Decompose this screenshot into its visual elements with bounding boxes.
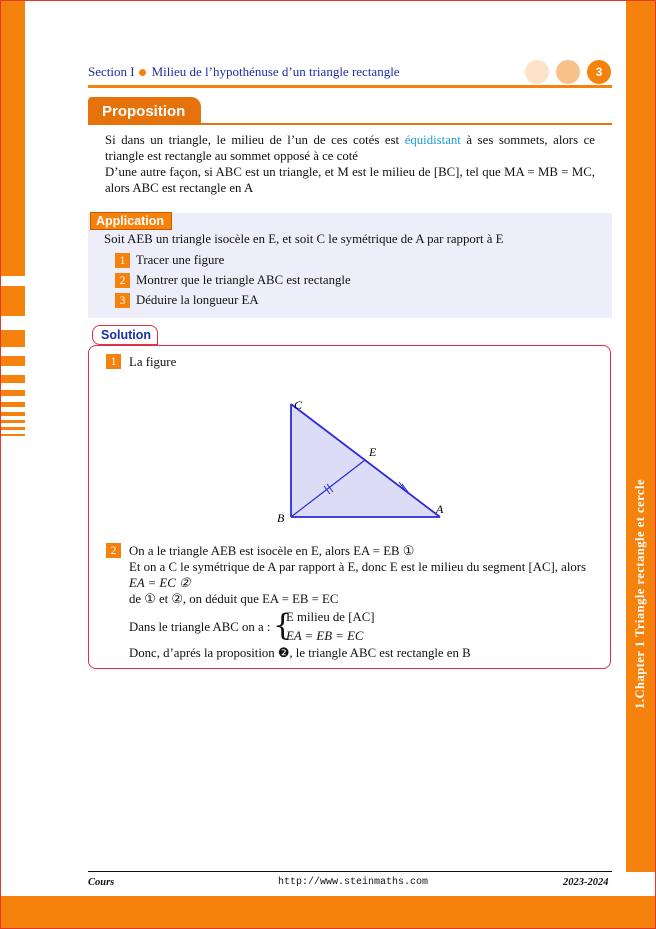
solution-label: Solution [101,328,151,342]
badge-text: 1 [110,355,117,368]
badge-text: 1 [119,254,126,267]
text-span: Si dans un triangle, le milieu de l’un de ces cotés est [105,133,405,147]
left-tab-decoration [1,412,25,416]
left-tab-decoration [1,434,25,436]
footer-year: 2023-2024 [563,877,609,888]
step-1-text: La figure [129,355,177,369]
step-number-badge [106,354,121,369]
left-tab-decoration [1,402,25,407]
section-label: Section I [88,64,135,79]
left-tab-decoration [1,375,25,383]
step-2-line: On a le triangle AEB est isocèle en E, alors EA = EB ① [129,544,415,558]
badge-text: 3 [119,294,126,307]
highlight-term: équidistant [404,133,461,147]
application-item: Montrer que le triangle ABC est rectangle [136,273,351,287]
item-number-badge [115,293,130,308]
page-number-text: 3 [595,65,603,79]
left-tab-decoration [1,330,25,347]
left-brace-icon: { [273,608,293,643]
vertex-label-a: A [436,502,444,516]
left-tab-decoration [1,427,25,430]
proposition-rule [88,123,612,125]
left-tab-decoration [1,1,25,276]
text-span: à ses sommets, alors ce triangle est rectangle au sommet opposé à ce coté [105,133,595,163]
bottom-bar [1,896,655,928]
left-tab-decoration [1,420,25,423]
footer-url[interactable]: http://www.steinmaths.com [278,877,429,888]
left-tab-decoration [1,390,25,396]
proposition-tab [88,97,201,125]
application-tab [90,212,172,230]
step-2-line: Dans le triangle ABC on a : [129,620,271,634]
bullet-icon [139,69,146,76]
triangle-figure [270,392,460,532]
item-number-badge [115,273,130,288]
badge-text: 2 [119,274,126,287]
vertex-label-b: B [277,511,285,525]
step-2-line: EA = EC ② [129,576,191,590]
footer-left-label: Cours [88,877,115,888]
brace-line: E milieu de [AC] [286,610,375,624]
step-2-line: Donc, d’aprés la proposition ❷, le triangle ABC est rectangle en B [129,646,471,660]
step-number-badge [106,543,121,558]
vertex-label-e: E [369,445,377,459]
section-title: Milieu de l’hypothénuse d’un triangle rectangle [151,64,400,79]
step-2-line: de ① et ②, on déduit que EA = EB = EC [129,592,339,606]
left-tab-decoration [1,286,25,316]
badge-text: 2 [110,544,117,557]
application-item: Déduire la longueur EA [136,293,259,307]
proposition-paragraph-1 [105,132,595,164]
solution-tab [92,325,158,345]
proposition-text [105,132,595,196]
application-item: Tracer une figure [136,253,225,267]
header-rule [88,85,612,88]
application-label: Application [96,214,165,228]
item-number-badge [115,253,130,268]
vertex-label-c: C [294,398,303,412]
footer-rule [88,871,612,872]
left-tab-decoration [1,356,25,366]
proposition-label: Proposition [102,102,186,120]
application-intro: Soit AEB un triangle isocèle en E, et soit C le symétrique de A par rapport à E [104,232,504,246]
proposition-paragraph-2: D’une autre façon, si ABC est un triangle, et M est le milieu de [BC], tel que MA = MB = MC, alors ABC est rectangle en A [105,165,595,195]
decor-circle [556,60,580,84]
section-header [88,64,400,80]
chapter-sidebar-label [626,436,655,752]
page-number [587,60,611,84]
brace-line: EA = EB = EC [286,629,364,643]
step-2-line: Et on a C le symétrique de A par rapport à E, donc E est le milieu du segment [AC], alors [129,560,587,574]
chapter-title: 1.Chapter 1 Triangle rectangle et cercle [633,479,647,709]
decor-circle [525,60,549,84]
